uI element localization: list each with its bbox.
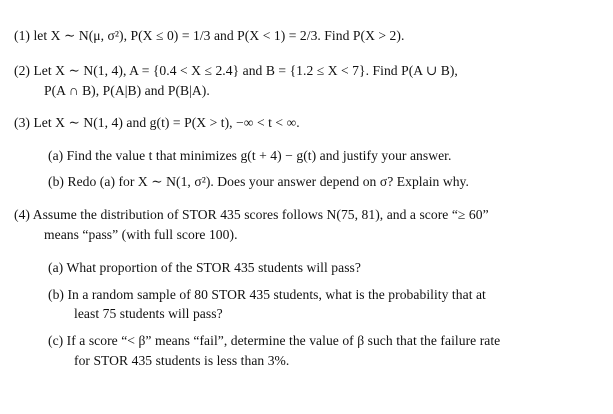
problem-4-part-a: (a) What proportion of the STOR 435 students will pass? — [48, 260, 361, 275]
problem-3-part-a: (a) Find the value t that minimizes g(t + 4) − g(t) and justify your answer. — [48, 148, 452, 163]
problem-4-part-c-line-2: for STOR 435 students is less than 3%. — [74, 353, 290, 368]
problem-3-line-1: (3) Let X ∼ N(1, 4) and g(t) = P(X > t), −∞ < t < ∞. — [14, 115, 300, 130]
problem-2-line-1: (2) Let X ∼ N(1, 4), A = {0.4 < X ≤ 2.4} and B = {1.2 ≤ X < 7}. Find P(A ∪ B), — [14, 63, 458, 78]
problem-4-line-2: means “pass” (with full score 100). — [44, 227, 238, 242]
problem-3-part-b: (b) Redo (a) for X ∼ N(1, σ²). Does your answer depend on σ? Explain why. — [48, 174, 469, 189]
problem-4-part-b-line-2: least 75 students will pass? — [74, 306, 223, 321]
problem-4-part-b-line-1: (b) In a random sample of 80 STOR 435 students, what is the probability that at — [48, 287, 486, 302]
problem-1-line-1: (1) let X ∼ N(μ, σ²), P(X ≤ 0) = 1/3 and P(X < 1) = 2/3. Find P(X > 2). — [14, 28, 405, 43]
problem-4-part-c-line-1: (c) If a score “< β” means “fail”, determine the value of β such that the failure rate — [48, 333, 501, 348]
problem-2-line-2: P(A ∩ B), P(A|B) and P(B|A). — [44, 83, 210, 98]
problem-4-line-1: (4) Assume the distribution of STOR 435 scores follows N(75, 81), and a score “≥ 60” — [14, 207, 489, 222]
